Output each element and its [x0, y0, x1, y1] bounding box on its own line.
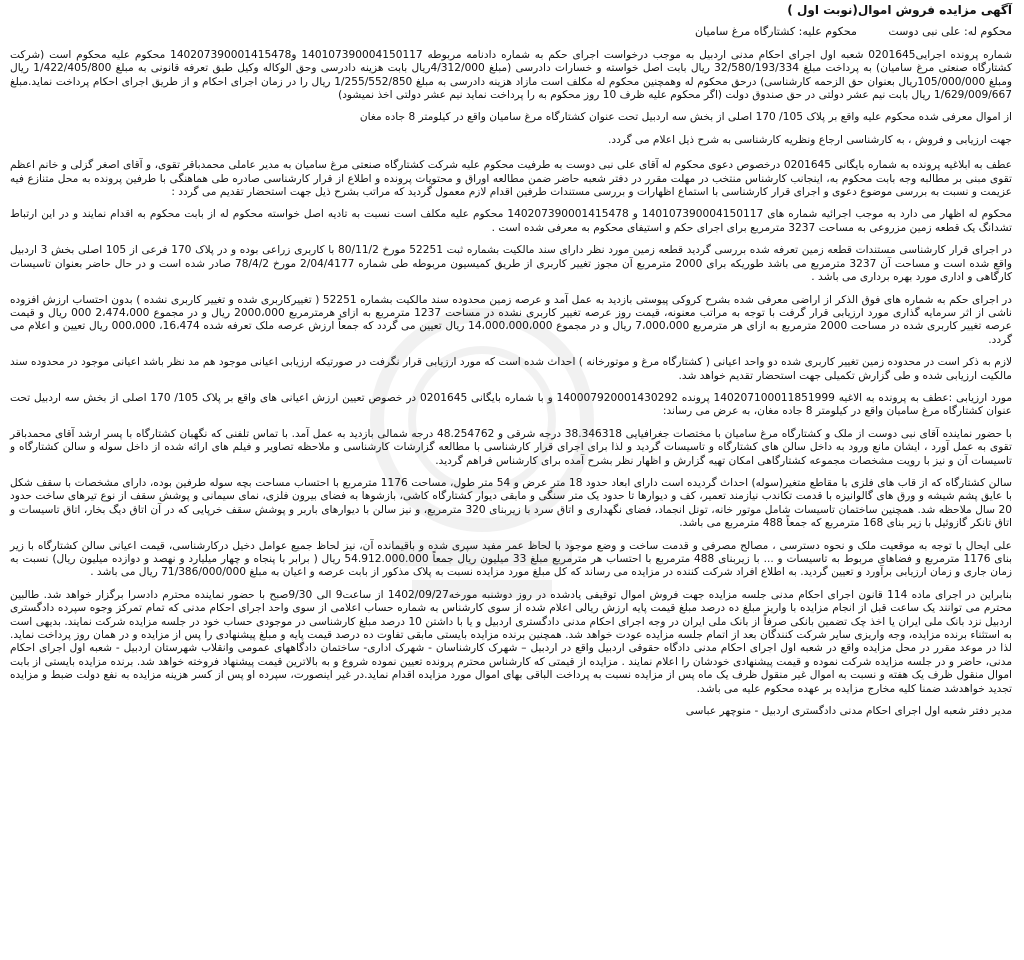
paragraph-total-valuation: علی ایحال با توجه به موقعیت ملک و نحوه دسترسی ، مصالح مصرفی و قدمت ساخت و وضع موجود با لحاظ عمر مفید سپری شده و باقیمانده آن، نیز لحاظ جمیع عوامل دخیل درکارشناسی، قیمت اعیانی سالن کشتارگاه با زیر بنای 1176 مترمربع و فضاهای مربوط به تاسیسات و ... با زیربنای 488 مترمربع با احتساب هر مترمربع مبلغ 33 میلیون ریال جمعاً 54.912.000.000 ریال ( برابر با پنجاه و چهار میلیارد و نهصد و دوازده میلیون ریال) نسبت به زمان جاری و زمان ارزیابی برآورد و تعیین گردید. به اطلاع افراد شرکت کننده در مزایده می رساند که کل مبلغ مورد مزایده نسبت به پلاک مذکور از بابت عرصه و اعیان به مبلغ 71/386/000/000 ریال می باشد .: [10, 539, 1012, 579]
paragraph-building-assessment: مورد ارزیابی :عطف به پرونده به الاغیه 140207100011851999 پرونده 140007920001430292 و با شماره بایگانی 0201645 در خصوص تعیین ارزش اعیانی های واقع بر پلاک 105/ 170 اصلی از بخش سه اردبیل تحت عنوان کشتارگاه مرغ سامیان واقع در کیلومتر 8 جاده مغان، به عرض می رساند:: [10, 391, 1013, 418]
debtor-name: محکوم علیه: کشتارگاه مرغ سامیان: [695, 25, 857, 39]
paragraph-plaintiff-claim: محکوم له اظهار می دارد به موجب اجرائیه شماره های 140107390004150117 و 140207390001415478 محکوم علیه مکلف است نسبت به تادیه اصل خواسته محکوم له از بابت محکوم به اقدام نمایند و در این ارتباط تشدانگ یک قطعه زمین مزروعی به مساحت 3237 مترمربع برای اجرای حکم و استیفای محکوم به معرفی شده است .: [10, 208, 1012, 234]
paragraph-building-specs: سالن کشتارگاه که از قاب های فلزی با مقاطع متغیر(سوله) احداث گردیده است دارای ابعاد حدود 18 متر عرض و 54 متر طول، مساحت 1176 مترمربع با احتساب مساحت بچه سوله طرفین بوده، دارای مشخصات با سقف شکل با عایق پشم شیشه و ورق های گالوانیزه با قدمت تکاندب نیازمند تعمیر، کف و دیوارها تا حدود یک متر سنگی و مابقی دیوار کشتارگاه کاشی، بازشوها به فضای بیرون فلزی، نمای سیمانی و پوشش سقف از نوع تیرهای ساخت حدود 20 سال ملاحظه شد. همچنین ساختمان تاسیسات شامل موتور خانه، تونل انجماد، فضای نگهداری و اتاق سرد با زیربنای 320 مترمربع، و نیز سالن با دیوارهای باربر و پوشش سقف خرپایی که در آن اتاق دیگ بخار، اتاق تاسیسات و اتاق تانکر گازوئیل با زیر بنای 168 مترمربع که جمعاً 488 مترمربع می باشد.: [10, 476, 1013, 530]
notice-title: آگهی مزایده فروش اموال(نوبت اول ): [787, 3, 1012, 17]
signature-line: مدیر دفتر شعبه اول اجرای احکام مدنی دادگستری اردبیل - منوچهر عباسی: [685, 705, 1012, 718]
paragraph-auction-terms: بنابراین در اجرای ماده 114 قانون اجرای احکام مدنی جلسه مزایده جهت فروش اموال توقیفی یادشده در روز دوشنبه مورخه1402/09/27 از ساعت9 الی 9/30صبح با حضور نماینده محترم دادسرا برگزار خواهد شد. طالبین محترم می توانند یک ساعت قبل از انجام مزایده با واریز مبلغ ده درصد مبلغ قیمت پایه ارزش ریالی اعلام شده از سوی کارشناس به شماره حساب اعلامی از سوی واحد اجرای احکام مدنی که تمام تمرکز وجوه سپرده دادگستری اردبیل نزد بانک ملی ایران یا اخذ چک تضمین بانکی صرفاً از بانک ملی ایران در وجه اجرای احکام مدنی دادگستری اردبیل و یا با داشتن 10 درصد مبلغ کارشناسی در موجودی حساب خود در جلسه مزایده شرکت نمایند. بدیهی است به استثناء برنده مزایده، وجه واریزی سایر شرکت کنندگان بعد از اتمام جلسه مزایده عودت خواهد شد. همچنین برنده مزایده بایستی مابقی تفاوت ده درصد قیمت پایه و مبلغ پیشنهادی را پس از مزایده و در همان روز پرداخت نماید. لذا در موعد مقرر در محل مزایده واقع در شعبه اول اجرای احکام مدنی دادگاه حقوقی اردبیل واقع در اردبیل – شهرک کارشناسان - شهرک اداری- ساختمان دادگاههای عمومی وانقلاب شهرستان اردبیل - شعبه اول اجرای احکام مدنی، حاضر و در جلسه مزایده شرکت نموده و قیمت پیشنهادی خودشان را اعلام نمایند . مزایده از قیمتی که کارشناس محترم پرونده تعیین نموده شروع و به بالاترین قیمت پیشنهاد فروخته خواهد شد. برنده مزایده بایستی از بابت اموال منقول ظرف یک هفته و نسبت به اموال غیر منقول ظرف یک ماه پس از مزایده نسبت به پرداخت الباقی بهای اموال مورد مزایده اقدام نماید.در غیر اینصورت، سپرده او پس از کسر هزینه مزایده به نفع دولت ضبط و مزایده تجدید خواهدشد ضمنا کلیه مخارج مزایده بر عهده محکوم علیه می باشد.: [10, 588, 1012, 695]
beneficiary-name: محکوم له: علی نبی دوست: [888, 25, 1012, 39]
paragraph-expert-visit: عطف به ابلاغیه پرونده به شماره بایگانی 0201645 درخصوص دعوی محکوم له آقای علی نبی دوست به طرفیت محکوم علیه شرکت کشتارگاه صنعتی مرغ سامیان به مدیر عاملی محمدباقر تقوی، و آقای اصغر گزلی و خانم اعظم تقوی مبنی بر مطالبه وجه بابت محکوم به، اینجانب کارشناس منتخب در مهلت مقرر در دفتر شعبه حاضر ضمن مطالعه اوراق و محتویات پرونده و اطلاع از قرار کارشناسی صادره طی هماهنگی با طرفین پرونده به محل متنازع فیه عزیمت و نسبت به بررسی موضوع دعوی و اجرای قرار کارشناسی با استماع اظهارات و بررسی مستندات طرفین اقدام لازم معمول گردید که مراتب بشرح ذیل جهت استحضار تقدیم می گردد :: [10, 159, 1012, 199]
auction-notice: [10, 2, 1012, 954]
paragraph-case-summary: شماره پرونده اجرایی0201645 شعبه اول اجرای احکام مدنی اردبیل به موجب درخواست اجرای حکم به شماره دادنامه مربوطه 140107390004150117 و140207390001415478 محکوم علیه محکوم است (شرکت کشتارگاه صنعتی مرغ سامیان) به پرداخت مبلغ 32/580/193/334 ریال بابت اصل خواسته و خسارات دادرسی (مبلغ 4/312/000ریال بابت هزینه دادرسی وحق الوکاله وکیل طبق تعرفه قانونی به مبلغ 1/422/405/800 ریال ومبلغ 105/000/000ریال بعنوان حق الزحمه کارشناسی) درحق محکوم له وهمچنین محکوم له مکلف است مازاد هزینه دادرسی به مبلغ 1/255/552/850 ریال را در زمان اجرای احکام و از طریق اجرای احکام پرداخت نماید.مبلغ 1/629/009/667 ریال بابت نیم عشر دولتی در حق صندوق دولت (اگر محکوم علیه ظرف 10 روز محکوم به را پرداخت نماید نیم عشر دولتی اخذ نمیشود): [10, 48, 1013, 102]
paragraph-land-documents: در اجرای قرار کارشناسی مستندات قطعه زمین تعرفه شده بررسی گردید قطعه زمین مورد نظر دارای سند مالکیت بشماره ثبت 52251 مورخ 80/11/2 با کاربری زراعی بوده و در پلاک 170 فرعی از 105 اصلی بخش 3 اردبیل واقع شده است و مساحت آن 3237 مترمربع می باشد طوریکه برای 2000 مترمربع آن مجوز تغییر کاربری از طریق کمیسیون مربوطه طی شماره 2/04/4177 مورخ 78/4/2 صادر شده است و در حال حاضر بعنوان تاسیسات کارگاهی و اداری مورد بهره برداری می باشد .: [10, 244, 1013, 284]
parties-line: [10, 25, 1012, 38]
paragraph-site-visit: با حضور نماینده آقای نبی دوست از ملک و کشتارگاه مرغ سامیان با مختصات جغرافیایی 38.346318 درجه شرقی و 48.254762 درجه شمالی بازدید به عمل آمد. با تماس تلفنی که نگهبان کشتارگاه با پسر ارشد آقای محمدباقر تقوی به عمل آورد ، ایشان مانع ورود به داخل سالن های کشتارگاه و تاسیسات گردید و لذا برای اجرای قرار کارشناسی با مطالعه گزارشات کارشناسی و ملاحظه تصاویر و فیلم های ارائه شده از داخل سوله و سالن کشتارگاه و تاسیسات آن و نیز با رویت مشخصات مجموعه کشتارگاهی امکان تهیه گزارش و اظهار نظر بشرح آمده برای کارشناس فراهم گردید.: [10, 427, 1012, 467]
paragraph-expert-referral: جهت ارزیابی و فروش ، به کارشناسی ارجاع ونظریه کارشناسی به شرح ذیل اعلام می گردد.: [608, 133, 1012, 146]
paragraph-buildings-note: لازم به ذکر است در محدوده زمین تغییر کاربری شده دو واحد اعیانی ( کشتارگاه مرغ و موتورخانه ) احداث شده است که مورد ارزیابی قرار نگرفت در صورتیکه ارزیابی اعیانی موجود هم مد نظر باشد اعیانی موجود در محدوده سند مالکیت ارزیابی شده و طی گزارش تکمیلی جهت استحضار تقدیم خواهد شد.: [10, 356, 1012, 382]
paragraph-property-intro: از اموال معرفی شده محکوم علیه واقع بر پلاک 105/ 170 اصلی از بخش سه اردبیل تحت عنوان کشتارگاه مرغ سامیان واقع در کیلومتر 8 جاده مغان: [359, 111, 1012, 124]
paragraph-land-valuation: در اجرای حکم به شماره های فوق الذکر از اراضی معرفی شده بشرح کروکی پیوستی بازدید به عمل آمد و عرصه زمین محدوده سند مالکیت بشماره 52251 ( تغییرکاربری شده و تغییر کاربری نشده ) بدون احتساب ارزش افزوده ناشی از اثر سرمایه گذاری مورد ارزیابی قرار گرفت با توجه به مراتب معنونه، قیمت روز عرصه تغییر کاربری نشده در مساحت 1237 مترمربع به ازای هرمترمربع 2000،000 ریال و در مجموع 2،474،000 000 ریال و قیمت عرصه تغییر کاربری شده در مساحت 2000 مترمربع به ازای هر مترمربع 7،000،000 ریال و در مجموع 14،000،000،000 ریال تعیین می گردد که جمعاً ارزش عرصه ملک تعرفه شده 16،474، 000،000 ریال تعیین و اعلام می گردد.: [10, 293, 1012, 346]
